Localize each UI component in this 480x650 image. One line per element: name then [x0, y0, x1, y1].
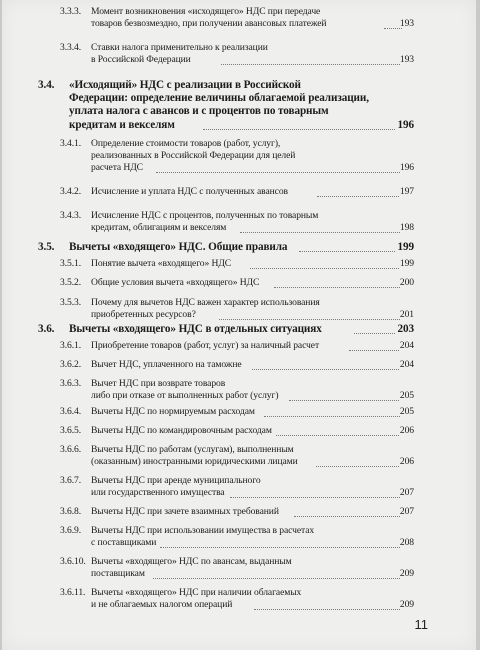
- toc-entry-number: 3.4.2.: [60, 186, 81, 197]
- toc-entry-page: 199: [399, 258, 414, 269]
- toc-section-number: 3.4.: [38, 79, 55, 91]
- toc-entry-title: [91, 525, 314, 549]
- toc-section-title-line: кредитам и векселям: [69, 118, 175, 131]
- toc-entry-title-line: Исчисление НДС с процентов, полученных по товарным: [91, 210, 319, 221]
- toc-entry-title: [91, 475, 261, 499]
- toc-entry-title: [91, 359, 242, 371]
- toc-entry-title-line: (оказанным) иностранными юридическими лицами: [91, 455, 298, 467]
- dot-leader: [294, 516, 400, 517]
- dot-leader: [156, 172, 400, 173]
- toc-section-title-line: Вычеты «входящего» НДС в отдельных ситуациях: [69, 323, 322, 335]
- toc-entry-page: 209: [399, 568, 414, 579]
- dot-leader: [276, 435, 399, 436]
- toc-entry-title-line: Момент возникновения «исходящего» НДС при передаче: [91, 6, 321, 17]
- toc-entry-title: [91, 587, 301, 611]
- dot-leader: [274, 287, 400, 288]
- toc-entry-title-line: с поставщиками: [91, 536, 157, 548]
- dot-leader: [240, 232, 400, 233]
- toc-entry-title: [91, 6, 326, 30]
- toc-entry-page: 204: [399, 340, 414, 351]
- toc-entry-title: [91, 210, 318, 234]
- toc-entry-number: 3.6.9.: [60, 525, 81, 536]
- toc-entry-title: [91, 378, 278, 402]
- dot-leader: [289, 400, 399, 401]
- toc-entry-number: 3.6.1.: [60, 340, 81, 351]
- toc-entry-title: [91, 425, 272, 437]
- toc-entry-title-line: Понятие вычета «входящего» НДС: [91, 258, 232, 269]
- toc-section-title-line: Федерации: определение величины облагаемой реализации,: [69, 92, 369, 105]
- toc-entry-title-line: Ставки налога применительно к реализации: [91, 42, 268, 53]
- toc-entry-title: [91, 406, 255, 418]
- toc-entry-title-line: Вычеты «входящего» НДС по авансам, выданным: [91, 556, 292, 567]
- toc-entry-title: [91, 340, 319, 352]
- toc-entry-page: 198: [399, 222, 414, 233]
- toc-entry-page: 206: [399, 456, 414, 467]
- toc-entry-page: 204: [399, 359, 414, 370]
- toc-section-title-line: Вычеты «входящего» НДС. Общие правила: [69, 241, 288, 253]
- toc-entry-title: [91, 42, 268, 66]
- toc-entry-title: [91, 444, 298, 468]
- dot-leader: [230, 497, 400, 498]
- toc-entry-title-line: поставщикам: [91, 567, 145, 579]
- toc-entry-page: 207: [399, 487, 414, 498]
- toc-entry-number: 3.4.1.: [60, 138, 81, 149]
- toc-entry-page: 193: [399, 18, 414, 29]
- toc-entry-number: 3.5.1.: [60, 258, 81, 269]
- toc-entry-number: 3.3.4.: [60, 42, 81, 53]
- dot-leader: [264, 416, 400, 417]
- toc-entry-title: [91, 186, 288, 198]
- dot-leader: [317, 196, 399, 197]
- toc-section-title: [69, 241, 287, 254]
- toc-entry-number: 3.5.2.: [60, 277, 81, 288]
- toc-entry-title: [91, 297, 320, 321]
- dot-leader: [250, 268, 399, 269]
- toc-section-title-line: «Исходящий» НДС с реализации в Российской: [69, 79, 301, 91]
- toc-entry-page: 205: [399, 390, 414, 401]
- toc-entry-number: 3.4.3.: [60, 210, 81, 221]
- toc-entry-title-line: приобретенных ресурсов?: [91, 308, 196, 320]
- toc-section-number: 3.6.: [38, 323, 55, 335]
- toc-entry-title-line: кредитам, облигациям и векселям: [91, 221, 227, 233]
- dot-leader: [153, 578, 400, 579]
- toc-entry-number: 3.6.6.: [60, 444, 81, 455]
- dot-leader: [203, 129, 395, 130]
- toc-entry-page: 201: [399, 309, 414, 320]
- toc-entry-title-line: Вычет НДС, уплаченного на таможне: [91, 359, 242, 370]
- toc-entry-page: 205: [399, 406, 414, 417]
- toc-entry-number: 3.6.10.: [60, 556, 86, 567]
- toc-entry-number: 3.6.3.: [60, 378, 81, 389]
- toc-entry-title-line: Приобретение товаров (работ, услуг) за наличный расчет: [91, 340, 320, 351]
- toc-entry-number: 3.6.4.: [60, 406, 81, 417]
- toc-entry-title-line: в Российской Федерации: [91, 53, 191, 65]
- toc-entry-title-line: Исчисление и уплата НДС с полученных авансов: [91, 186, 288, 197]
- toc-entry-page: 209: [399, 599, 414, 610]
- toc-entry-page: 207: [399, 506, 414, 517]
- toc-entry-title-line: Почему для вычетов НДС важен характер использования: [91, 297, 320, 308]
- toc-entry-title-line: или государственного имущества: [91, 486, 225, 498]
- toc-section-page: 196: [397, 119, 414, 131]
- dot-leader: [316, 466, 399, 467]
- toc-section-title-line: уплата налога с авансов и с процентов по товарным: [69, 105, 329, 118]
- toc-entry-title-line: Вычеты НДС по нормируемым расходам: [91, 406, 255, 417]
- toc-entry-number: 3.3.3.: [60, 6, 81, 17]
- toc-entry-title-line: Вычеты НДС при аренде муниципального: [91, 475, 261, 486]
- toc-entry-title-line: Вычеты НДС по работам (услугам), выполненным: [91, 444, 294, 455]
- toc-entry-number: 3.6.2.: [60, 359, 81, 370]
- toc-entry-page: 206: [399, 425, 414, 436]
- toc-entry-title-line: товаров безвозмездно, при получении авансовых платежей: [91, 17, 327, 29]
- toc-section-title: [69, 323, 322, 336]
- dot-leader: [221, 64, 400, 65]
- toc-entry-title-line: Определение стоимости товаров (работ, услуг),: [91, 138, 281, 149]
- toc-entry-title-line: Вычет НДС при возврате товаров: [91, 378, 226, 389]
- toc-entry-title: [91, 556, 292, 580]
- toc-entry-title-line: расчета НДС: [91, 161, 143, 173]
- toc-entry-number: 3.6.8.: [60, 506, 81, 517]
- toc-entry-page: 197: [399, 186, 414, 197]
- toc-entry-title: [91, 138, 295, 173]
- toc-entry-title-line: Вычеты НДС при использовании имущества в расчетах: [91, 525, 315, 536]
- toc-section-page: 199: [397, 241, 414, 253]
- toc-section-page: 203: [397, 323, 414, 335]
- dot-leader: [160, 547, 400, 548]
- toc-entry-number: 3.6.7.: [60, 475, 81, 486]
- toc-entry-page: 208: [399, 537, 414, 548]
- toc-entry-number: 3.5.3.: [60, 297, 81, 308]
- toc-entry-page: 196: [399, 162, 414, 173]
- dot-leader: [349, 350, 399, 351]
- toc-entry-title-line: Вычеты «входящего» НДС при наличии облагаемых: [91, 587, 302, 598]
- toc-entry-title: [91, 506, 279, 518]
- table-of-contents: [2, 0, 476, 650]
- toc-entry-title: [91, 277, 259, 289]
- toc-entry-title: [91, 258, 231, 270]
- dot-leader: [219, 319, 400, 320]
- toc-entry-page: 193: [399, 54, 414, 65]
- toc-entry-title-line: Вычеты НДС при зачете взаимных требований: [91, 506, 279, 517]
- document-page: [2, 0, 476, 650]
- toc-entry-title-line: Общие условия вычета «входящего» НДС: [91, 277, 260, 288]
- toc-section-title: [69, 79, 369, 132]
- toc-entry-title-line: Вычеты НДС по командировочным расходам: [91, 425, 272, 436]
- toc-entry-title-line: и не облагаемых налогом операций: [91, 598, 233, 610]
- toc-entry-number: 3.6.5.: [60, 425, 81, 436]
- dot-leader: [252, 369, 399, 370]
- toc-entry-title-line: реализованных в Российской Федерации для целей: [91, 149, 296, 161]
- dot-leader: [299, 251, 395, 252]
- dot-leader: [354, 333, 395, 334]
- page-number: 11: [414, 617, 428, 632]
- dot-leader: [254, 609, 400, 610]
- toc-entry-page: 200: [399, 277, 414, 288]
- toc-entry-title-line: либо при отказе от выполненных работ (услуг): [91, 389, 279, 401]
- toc-entry-number: 3.6.11.: [60, 587, 86, 598]
- toc-section-number: 3.5.: [38, 241, 55, 253]
